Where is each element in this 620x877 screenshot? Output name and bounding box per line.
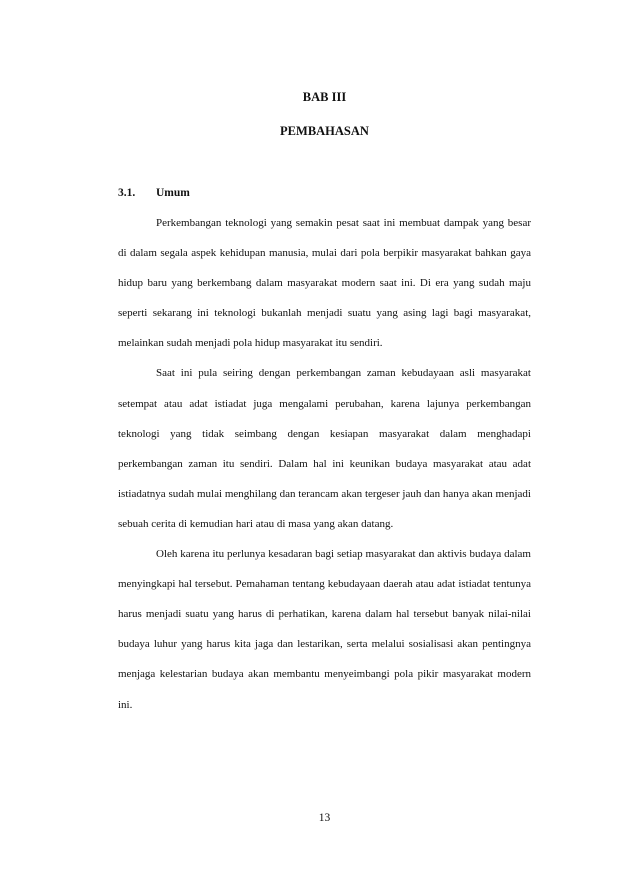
paragraph: Perkembangan teknologi yang semakin pesat saat ini membuat dampak yang besar di dalam segala aspek kehidupan manusia, mulai dari pola berpikir masyarakat bahkan gaya hidup baru yang berkembang dalam masyarakat modern saat ini. Di era yang sudah maju seperti sekarang ini teknologi bukanlah menjadi suatu yang asing lagi bagi masyarakat, melainkan sudah menjadi pola hidup masyarakat itu sendiri. (118, 217, 531, 350)
page-number: 13 (318, 812, 331, 824)
body-text (118, 208, 531, 720)
paragraph: Oleh karena itu perlunya kesadaran bagi setiap masyarakat dan aktivis budaya dalam menyingkapi hal tersebut. Pemahaman tentang kebudayaan daerah atau adat istiadat tentunya harus menjadi suatu yang harus di perhatikan, karena dalam hal tersebut banyak nilai-nilai budaya luhur yang harus kita jaga dan lestarikan, serta melalui sosialisasi akan pentingnya menjaga kelestarian budaya akan membantu menyeimbangi pola pikir masyarakat modern ini. (118, 548, 531, 711)
chapter-title: PEMBAHASAN (280, 124, 369, 138)
section-number: 3.1. (118, 187, 136, 199)
chapter-number: BAB III (302, 90, 347, 104)
section-heading (118, 187, 531, 199)
paragraph: Saat ini pula seiring dengan perkembangan zaman kebudayaan asli masyarakat setempat atau adat istiadat juga mengalami perubahan, karena lajunya perkembangan teknologi yang tidak seimbang dengan kesiapan masyarakat dalam menghadapi perkembangan zaman itu sendiri. Dalam hal ini keunikan budaya masyarakat atau adat istiadatnya sudah mulai menghilang dan terancam akan tergeser jauh dan hanya akan menjadi sebuah cerita di kemudian hari atau di masa yang akan datang. (118, 367, 531, 530)
section-title: Umum (156, 187, 190, 199)
